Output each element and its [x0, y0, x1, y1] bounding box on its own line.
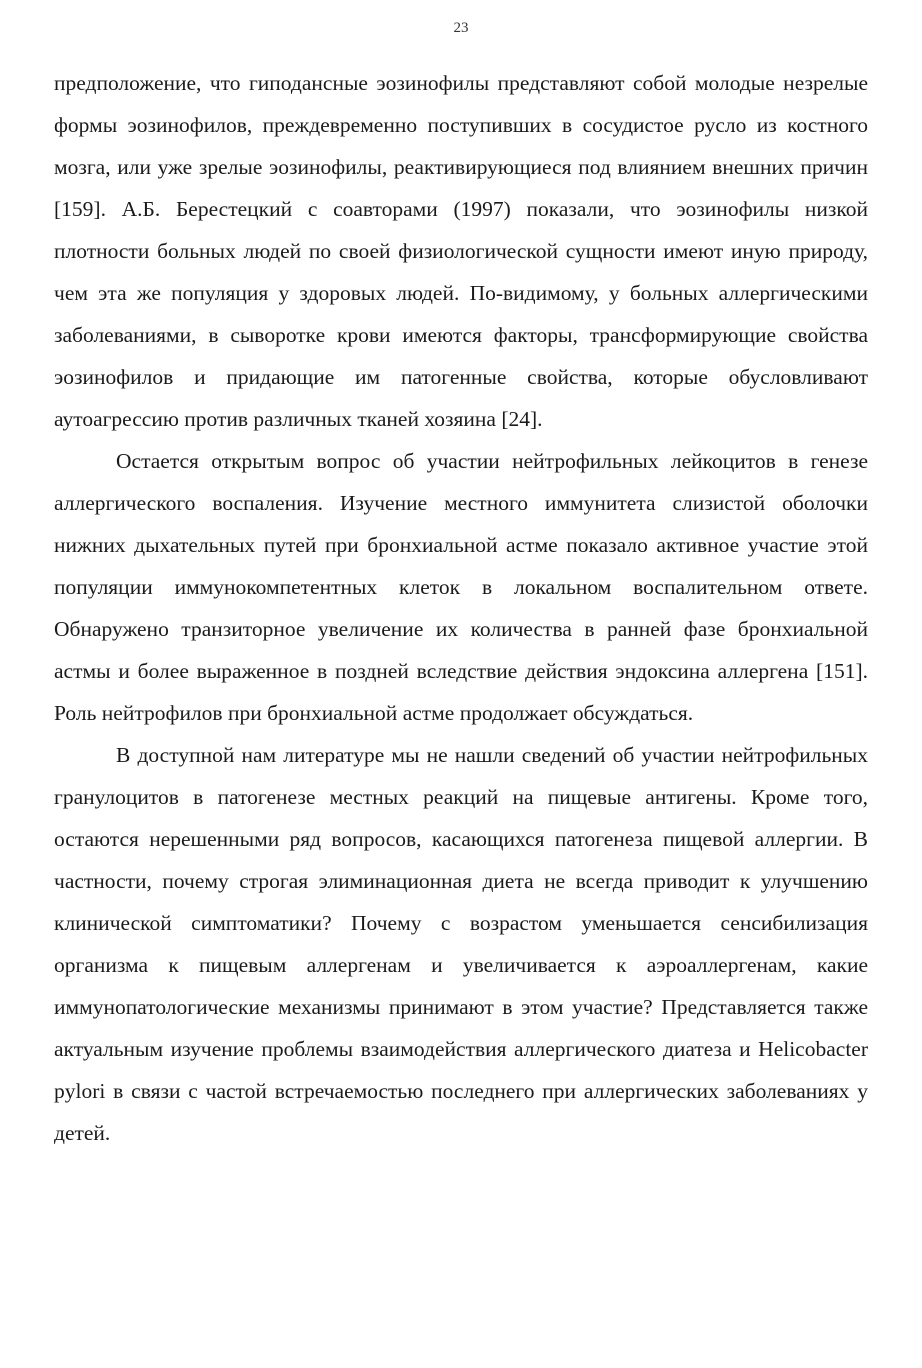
- paragraph-food-allergy: В доступной нам литературе мы не нашли сведений об участии нейтрофильных гранулоцитов в патогенезе местных реакций на пищевые антигены. Кроме того, остаются нерешенными ряд вопросов, касающихся патогенеза пищевой аллергии. В частности, почему строгая элиминационная диета не всегда приводит к улучшению клинической симптоматики? Почему с возрастом уменьшается сенсибилизация организма к пищевым аллергенам и увеличивается к аэроаллергенам, какие иммунопатологические механизмы принимают в этом участие? Представляется также актуальным изучение проблемы взаимодействия аллергического диатеза и Helicobacter pylori в связи с частой встречаемостью последнего при аллергических заболеваниях у детей.: [54, 743, 868, 1145]
- paragraph-neutrophils: Остается открытым вопрос об участии нейтрофильных лейкоцитов в генезе аллергического воспаления. Изучение местного иммунитета слизистой оболочки нижних дыхательных путей при бронхиальной астме показало активное участие этой популяции иммунокомпетентных клеток в локальном воспалительном ответе. Обнаружено транзиторное увеличение их количества в ранней фазе бронхиальной астмы и более выраженное в поздней вследствие действия эндоксина аллергена [151]. Роль нейтрофилов при бронхиальной астме продолжает обсуждаться.: [54, 449, 868, 725]
- document-body: [54, 62, 868, 1154]
- paragraph-continued: предположение, что гиподансные эозинофилы представляют собой молодые незрелые формы эозинофилов, преждевременно поступивших в сосудистое русло из костного мозга, или уже зрелые эозинофилы, реактивирующиеся под влиянием внешних причин [159]. А.Б. Берестецкий с соавторами (1997) показали, что эозинофилы низкой плотности больных людей по своей физиологической сущности имеют иную природу, чем эта же популяция у здоровых людей. По-видимому, у больных аллергическими заболеваниями, в сыворотке крови имеются факторы, трансформирующие свойства эозинофилов и придающие им патогенные свойства, которые обусловливают аутоагрессию против различных тканей хозяина [24].: [54, 71, 868, 431]
- page-number: 23: [453, 20, 469, 36]
